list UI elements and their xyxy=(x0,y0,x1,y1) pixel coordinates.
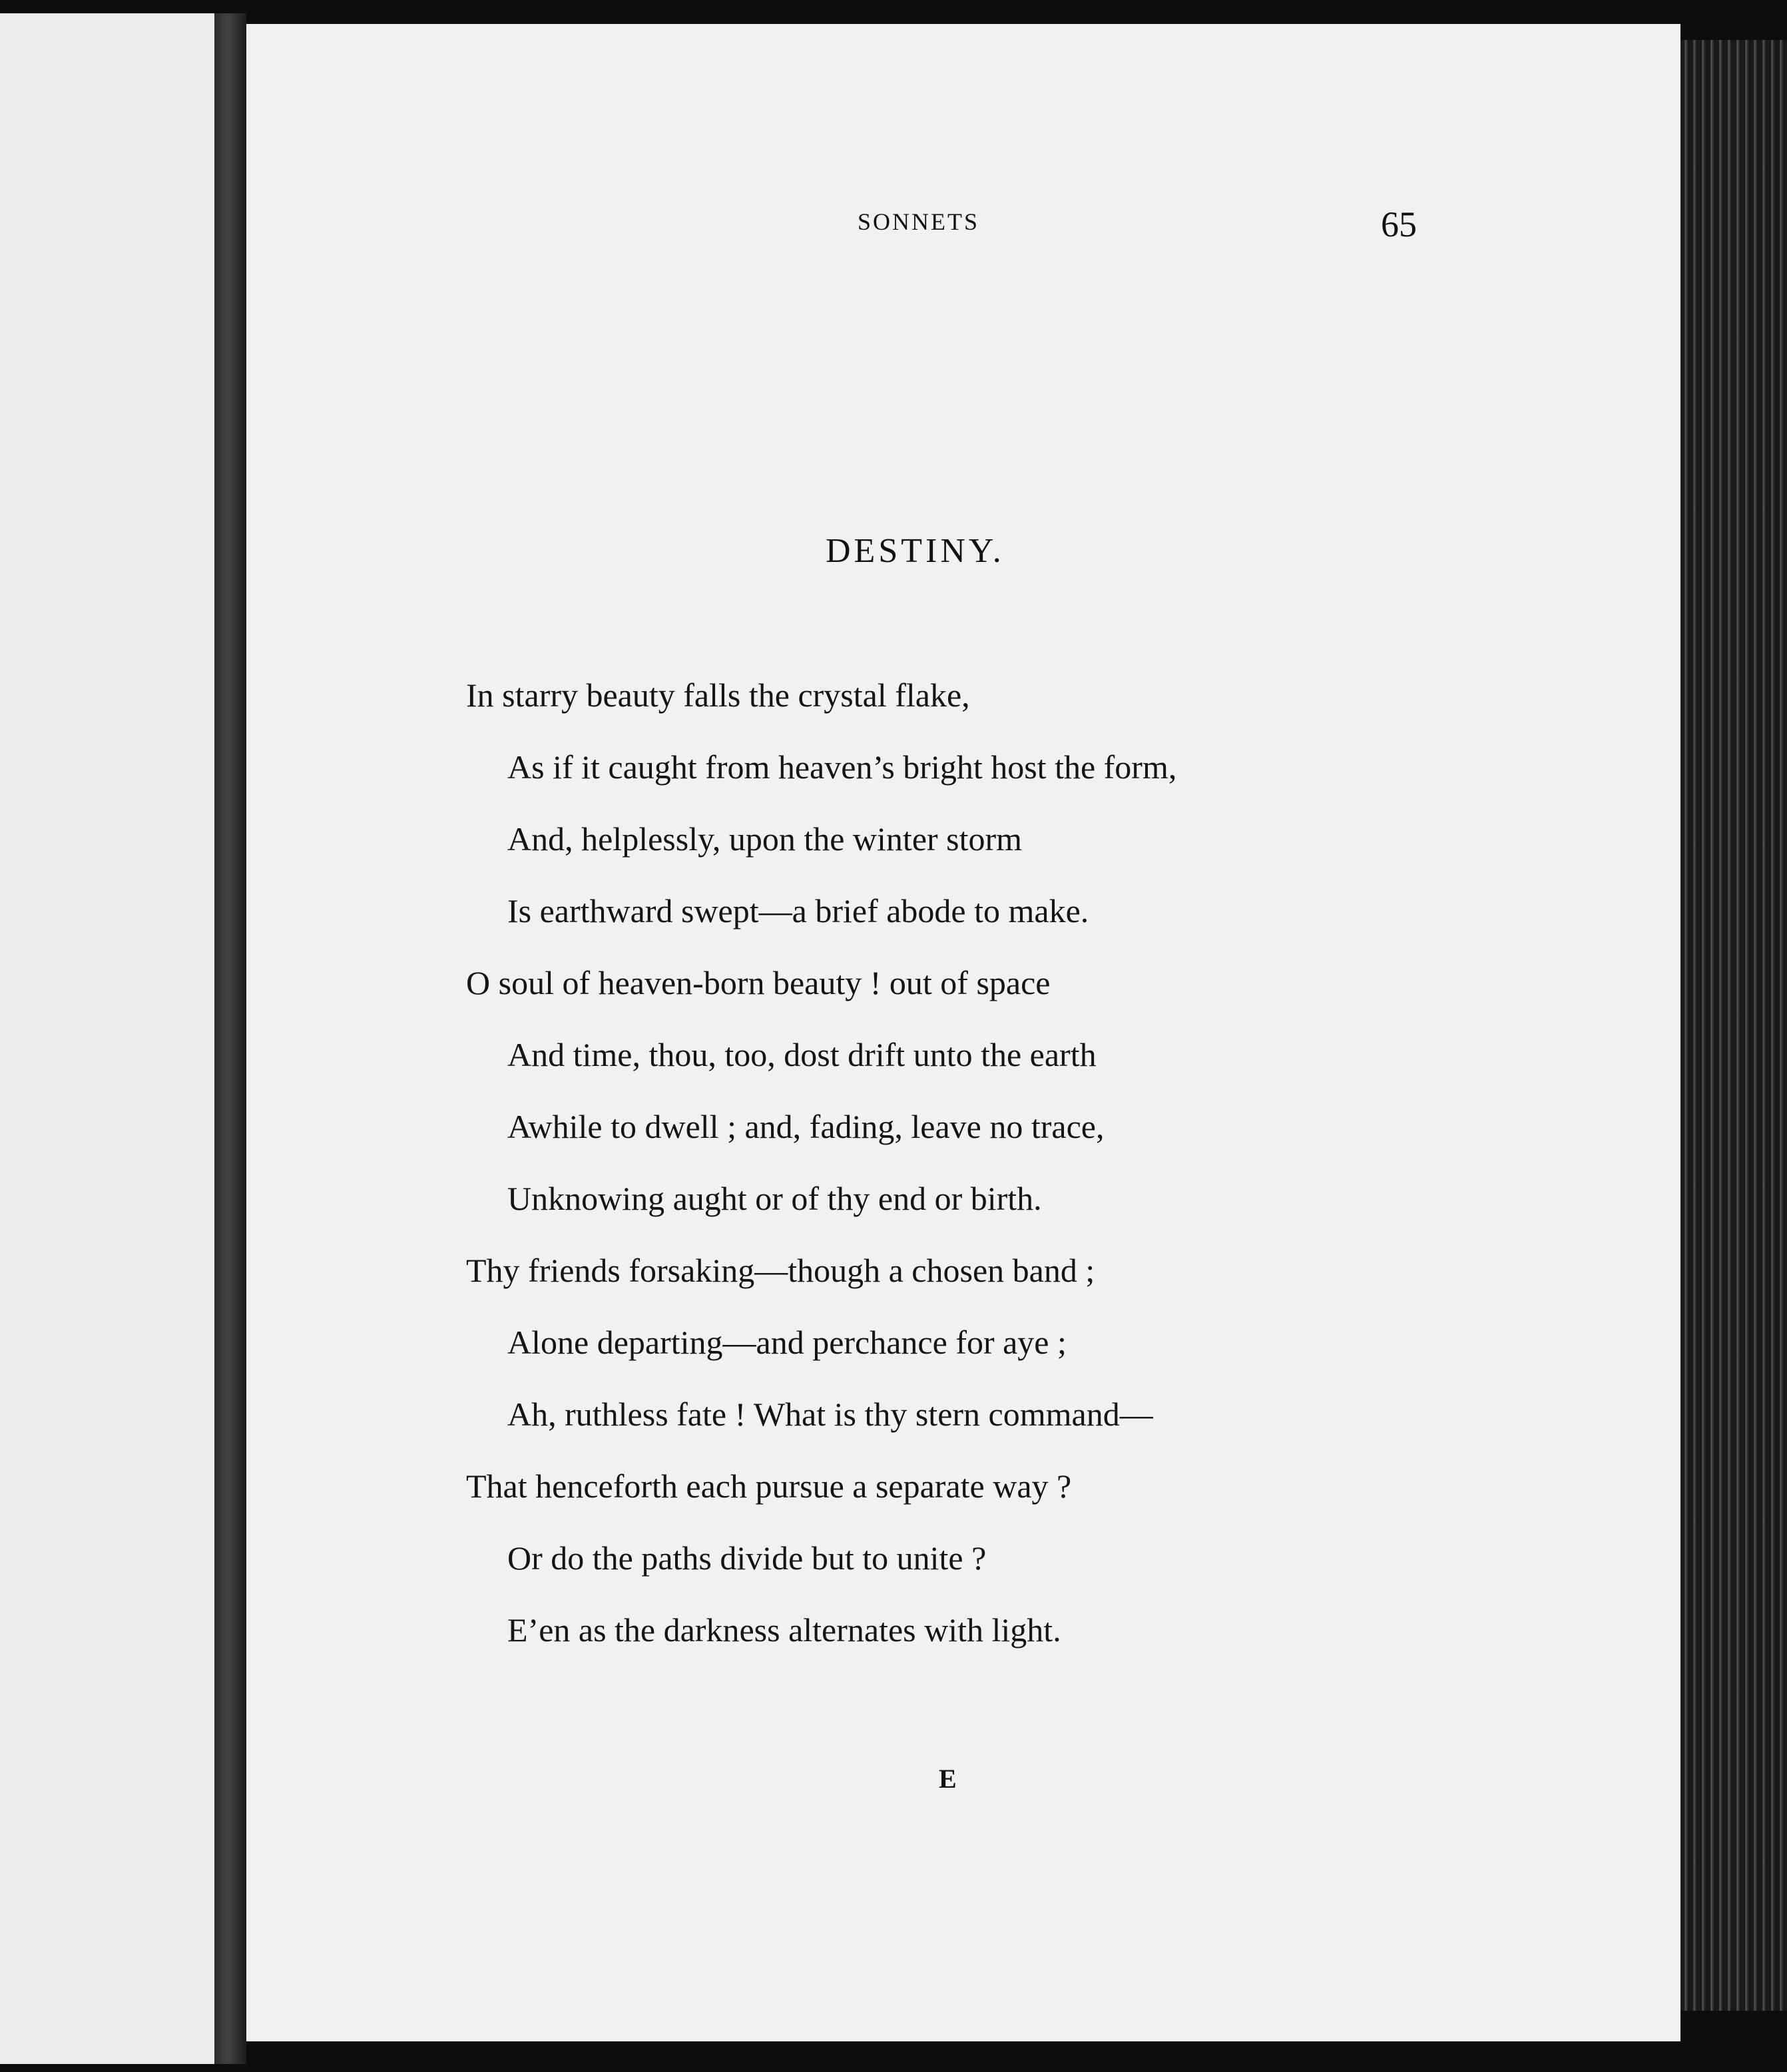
poem-line: Ah, ruthless fate ! What is thy stern command— xyxy=(507,1396,1153,1433)
poem-line: Or do the paths divide but to unite ? xyxy=(507,1539,987,1577)
poem-line: And, helplessly, upon the winter storm xyxy=(507,820,1023,858)
poem-body xyxy=(466,659,1411,1666)
poem-line: Awhile to dwell ; and, fading, leave no trace, xyxy=(507,1108,1105,1145)
poem-line: In starry beauty falls the crystal flake, xyxy=(466,676,970,714)
poem-line: Thy friends forsaking—though a chosen band ; xyxy=(466,1252,1095,1289)
poem-line: That henceforth each pursue a separate way ? xyxy=(466,1467,1072,1505)
poem-title: DESTINY. xyxy=(826,532,1005,570)
poem-line: Is earthward swept—a brief abode to make. xyxy=(507,892,1089,929)
facing-page xyxy=(0,13,214,2064)
poem-line: And time, thou, too, dost drift unto the earth xyxy=(507,1036,1097,1073)
poem-line: O soul of heaven-born beauty ! out of space xyxy=(466,964,1051,1001)
page-edges xyxy=(1680,40,1787,2011)
signature-mark: E xyxy=(939,1764,957,1794)
poem-line: E’en as the darkness alternates with light. xyxy=(507,1611,1061,1649)
book-gutter xyxy=(214,13,246,2064)
running-head: SONNETS xyxy=(858,208,980,235)
page-number: 65 xyxy=(1381,204,1417,244)
poem-line: As if it caught from heaven’s bright host the form, xyxy=(507,748,1177,786)
poem-line: Alone departing—and perchance for aye ; xyxy=(507,1324,1067,1361)
poem-line: Unknowing aught or of thy end or birth. xyxy=(507,1180,1042,1217)
